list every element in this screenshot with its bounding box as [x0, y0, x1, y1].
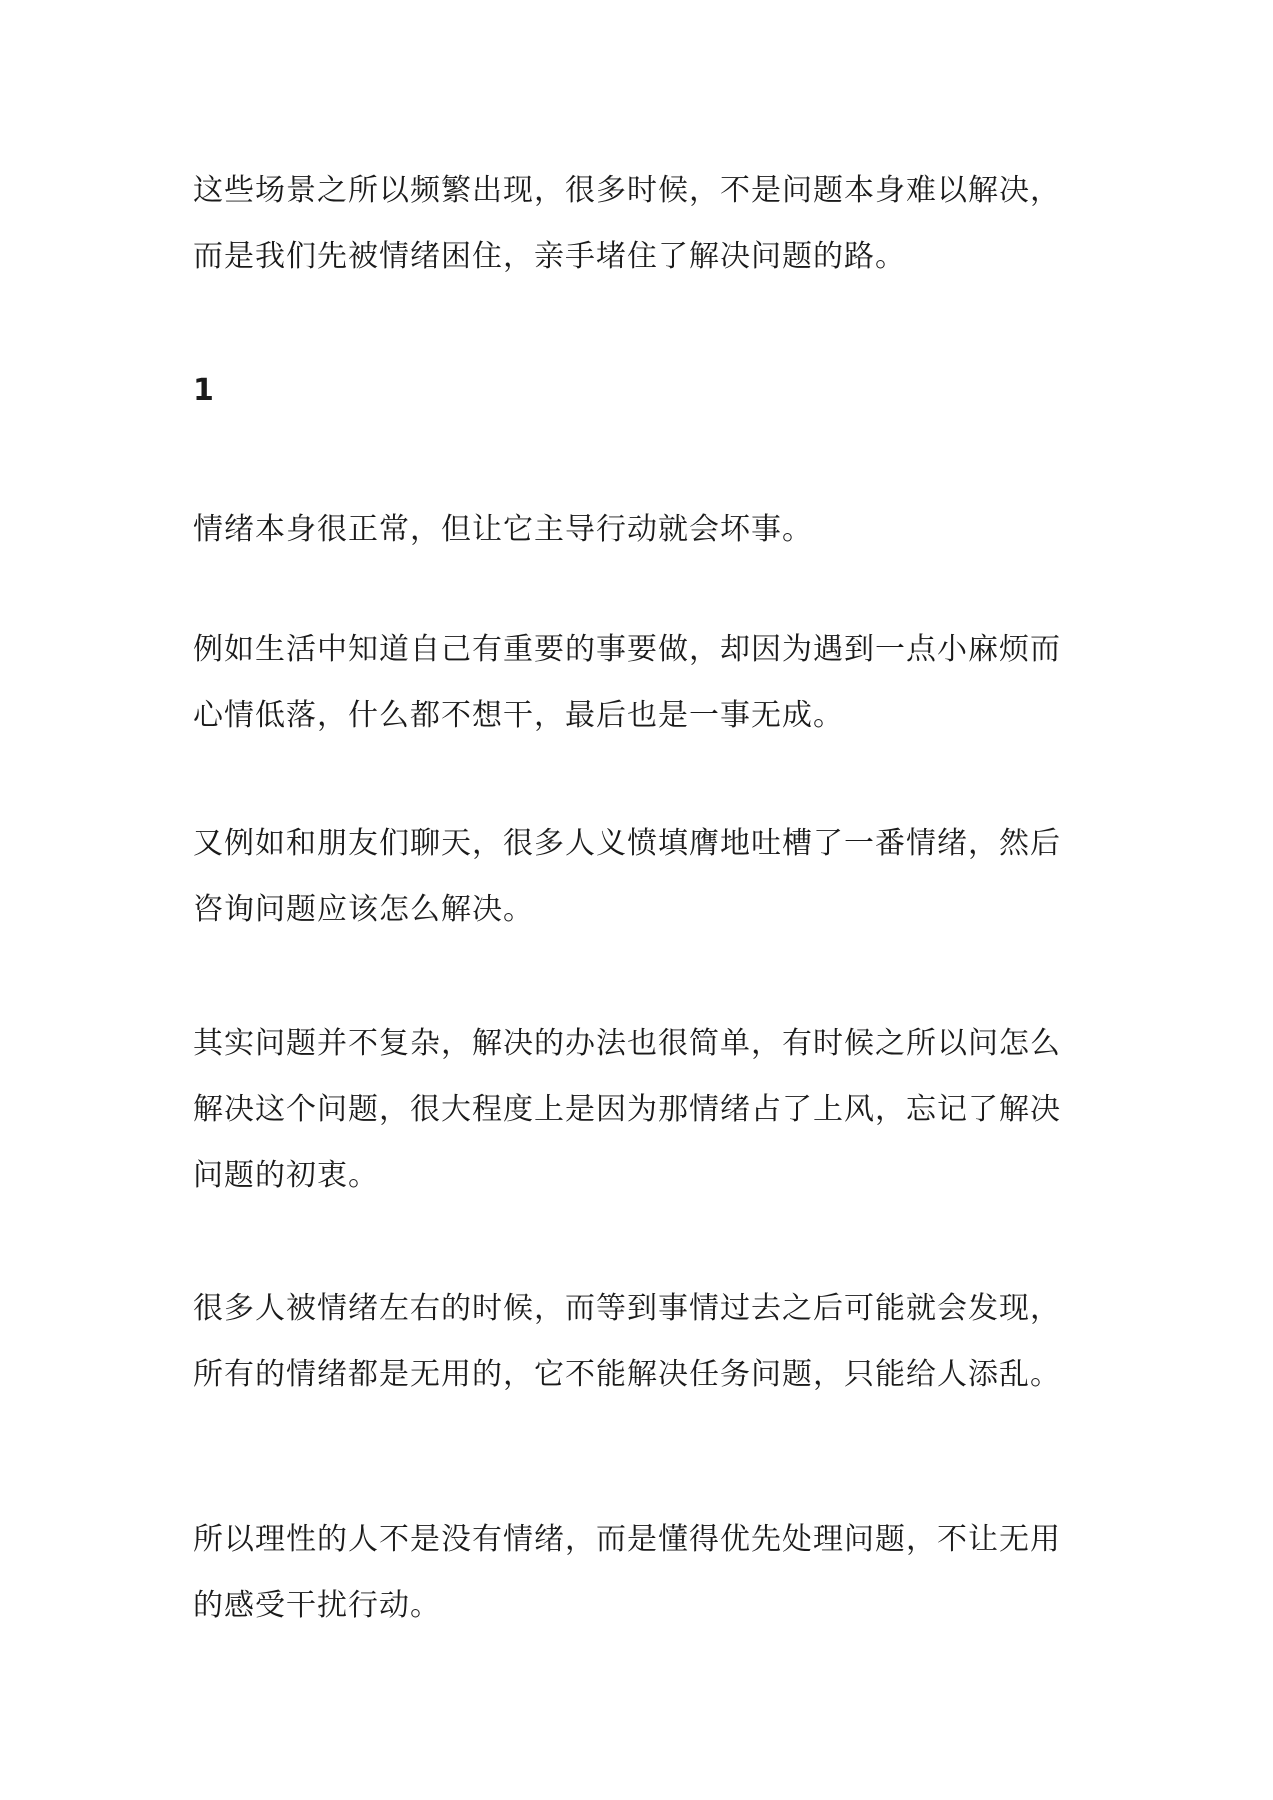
text-line: 例如生活中知道自己有重要的事要做，却因为遇到一点小麻烦而	[193, 632, 1061, 667]
text-line: 其实问题并不复杂，解决的办法也很简单，有时候之所以问怎么	[193, 1026, 1061, 1061]
text-line: 解决这个问题，很大程度上是因为那情绪占了上风，忘记了解决	[193, 1092, 1061, 1127]
text-line: 又例如和朋友们聊天，很多人义愤填膺地吐槽了一番情绪，然后	[193, 826, 1061, 861]
paragraph-4	[193, 811, 1093, 943]
text-line: 问题的初衷。	[193, 1158, 379, 1193]
text-line: 情绪本身很正常，但让它主导行动就会坏事。	[193, 512, 813, 547]
text-line: 所以理性的人不是没有情绪，而是懂得优先处理问题，不让无用	[193, 1522, 1061, 1557]
paragraph-7	[193, 1507, 1093, 1639]
paragraph-3	[193, 617, 1093, 749]
text-line: 咨询问题应该怎么解决。	[193, 892, 534, 927]
paragraph-1	[193, 158, 1093, 290]
section-heading: 1	[193, 373, 214, 408]
text-line: 这些场景之所以频繁出现，很多时候，不是问题本身难以解决，	[193, 173, 1061, 208]
text-line: 所有的情绪都是无用的，它不能解决任务问题，只能给人添乱。	[193, 1357, 1061, 1392]
paragraph-5	[193, 1011, 1093, 1209]
text-line: 很多人被情绪左右的时候，而等到事情过去之后可能就会发现，	[193, 1291, 1061, 1326]
text-line: 心情低落，什么都不想干，最后也是一事无成。	[193, 698, 844, 733]
paragraph-2	[193, 497, 1093, 563]
text-line: 而是我们先被情绪困住，亲手堵住了解决问题的路。	[193, 239, 906, 274]
paragraph-6	[193, 1276, 1093, 1408]
text-line: 的感受干扰行动。	[193, 1588, 441, 1623]
